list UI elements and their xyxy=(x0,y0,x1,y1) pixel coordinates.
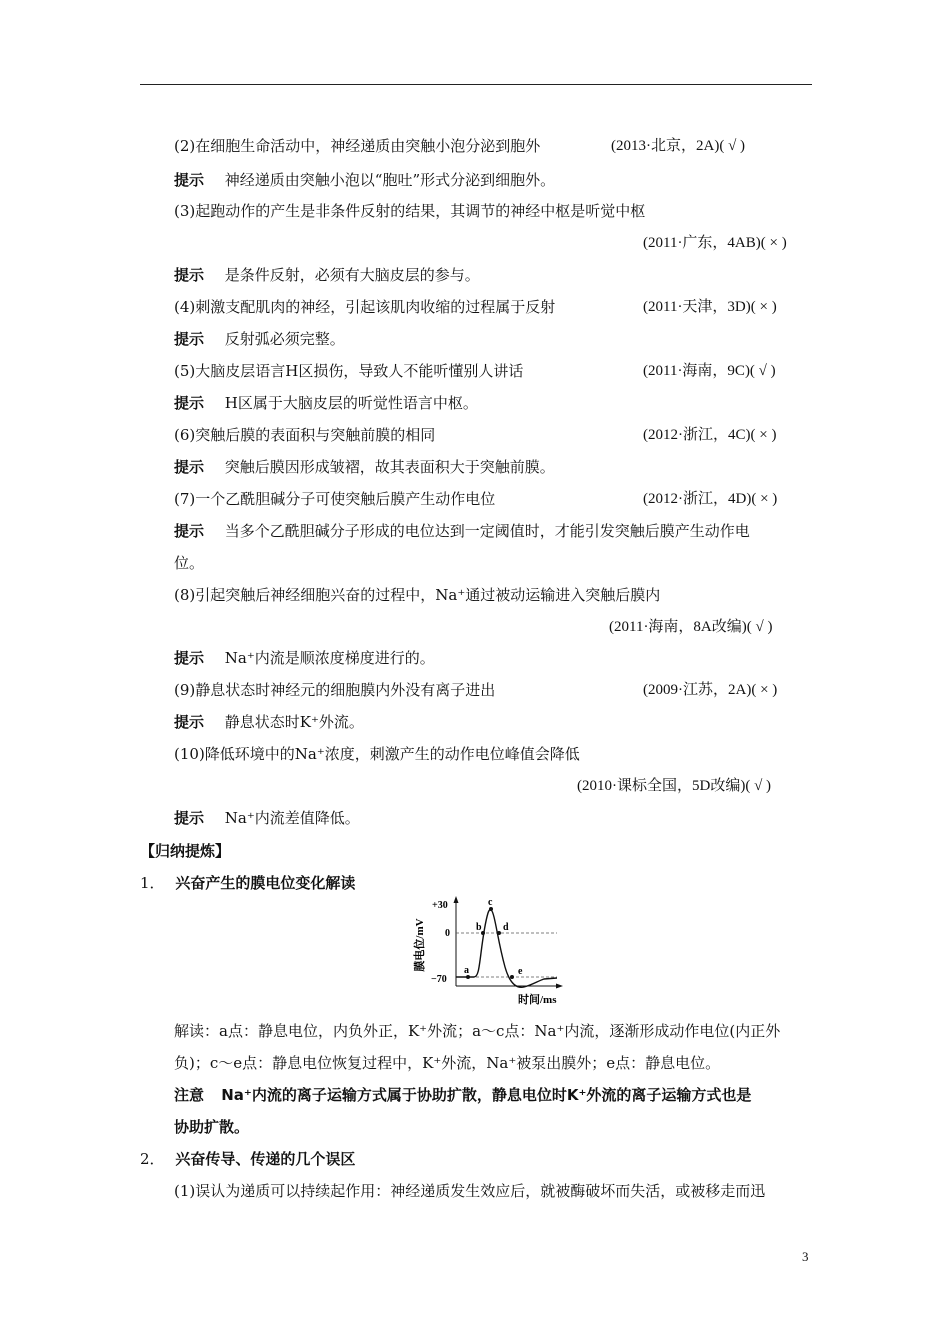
section-title: 兴奋产生的膜电位变化解读 xyxy=(175,874,356,892)
item-4-statement: (4)刺激支配肌肉的神经，引起该肌肉收缩的过程属于反射 xyxy=(174,298,556,316)
hint-label: 提示 xyxy=(174,458,205,476)
item-7-hint-cont: 位。 xyxy=(174,554,205,572)
item-7-source: (2012·浙江，4D)( × ) xyxy=(643,491,778,507)
x-axis-label: 时间/ms xyxy=(518,994,557,1005)
item-6-source: (2012·浙江，4C)( × ) xyxy=(643,427,777,443)
hint-text: 静息状态时K⁺外流。 xyxy=(224,713,364,731)
item-7-statement: (7)一个乙酰胆碱分子可使突触后膜产生动作电位 xyxy=(174,490,496,508)
page-number: 3 xyxy=(802,1249,809,1264)
hint-text: H区属于大脑皮层的听觉性语言中枢。 xyxy=(224,394,478,412)
section-number: 1． xyxy=(140,874,165,892)
item-2-statement: (2)在细胞生命活动中，神经递质由突触小泡分泌到胞外 xyxy=(174,137,541,155)
item-8-source: (2011·海南，8A改编)( √ ) xyxy=(609,619,773,635)
hint-text: 神经递质由突触小泡以“胞吐”形式分泌到细胞外。 xyxy=(224,171,556,189)
item-5-statement: (5)大脑皮层语言H区损伤，导致人不能听懂别人讲话 xyxy=(174,362,524,380)
point-label: b xyxy=(476,922,482,933)
item-3-source: (2011·广东，4AB)( × ) xyxy=(643,235,787,251)
hint-text: 是条件反射，必须有大脑皮层的参与。 xyxy=(224,266,480,284)
hint-text: 当多个乙酰胆碱分子形成的电位达到一定阈值时，才能引发突触后膜产生动作电 xyxy=(224,522,750,540)
point-d xyxy=(497,931,501,935)
summary-heading: 【归纳提炼】 xyxy=(140,842,231,860)
item-10-source: (2010·课标全国，5D改编)( √ ) xyxy=(577,778,772,794)
section-1-heading xyxy=(140,873,355,893)
item-3-statement: (3)起跑动作的产生是非条件反射的结果，其调节的神经中枢是听觉中枢 xyxy=(174,202,646,220)
item-10-statement: (10)降低环境中的Na⁺浓度，刺激产生的动作电位峰值会降低 xyxy=(174,745,580,763)
membrane-potential-figure xyxy=(412,893,578,1005)
hint-text: Na⁺内流是顺浓度梯度进行的。 xyxy=(224,649,435,667)
item-4-hint xyxy=(174,329,345,349)
hint-label: 提示 xyxy=(174,713,205,731)
y-tick-label: +30 xyxy=(432,900,448,911)
note-text: Na⁺内流的离子运输方式属于协助扩散，静息电位时K⁺外流的离子运输方式也是 xyxy=(221,1086,752,1104)
section-2-paragraph-1: (1)误认为递质可以持续起作用：神经递质发生效应后，就被酶破坏而失活，或被移走而迅 xyxy=(174,1182,766,1200)
point-label: c xyxy=(488,897,493,908)
item-5-hint xyxy=(174,393,478,413)
hint-label: 提示 xyxy=(174,171,205,189)
item-4-source: (2011·天津，3D)( × ) xyxy=(643,299,777,315)
y-axis-label: 膜电位/mV xyxy=(414,918,426,972)
hint-label: 提示 xyxy=(174,394,205,412)
hint-text: Na⁺内流差值降低。 xyxy=(224,809,360,827)
note-line-2: 协助扩散。 xyxy=(174,1118,250,1136)
hint-label: 提示 xyxy=(174,649,205,667)
item-8-statement: (8)引起突触后神经细胞兴奋的过程中，Na⁺通过被动运输进入突触后膜内 xyxy=(174,586,661,604)
x-axis-arrow xyxy=(556,984,563,989)
item-6-statement: (6)突触后膜的表面积与突触前膜的相同 xyxy=(174,426,436,444)
point-label: d xyxy=(503,922,509,933)
item-2-source: (2013·北京，2A)( √ ) xyxy=(611,138,746,154)
section-title: 兴奋传导、传递的几个误区 xyxy=(175,1150,356,1168)
header-rule xyxy=(140,84,812,85)
item-7-hint xyxy=(174,521,750,541)
y-tick-label: −70 xyxy=(431,974,447,985)
hint-label: 提示 xyxy=(174,266,205,284)
point-e xyxy=(510,975,514,979)
hint-text: 反射弧必须完整。 xyxy=(224,330,345,348)
item-9-source: (2009·江苏，2A)( × ) xyxy=(643,682,778,698)
section-number: 2． xyxy=(140,1150,165,1168)
interpretation-line-1: 解读：a点：静息电位，内负外正，K⁺外流；a～c点：Na⁺内流，逐渐形成动作电位(内正外 xyxy=(174,1022,781,1040)
item-9-statement: (9)静息状态时神经元的细胞膜内外没有离子进出 xyxy=(174,681,496,699)
item-5-source: (2011·海南，9C)( √ ) xyxy=(643,363,776,379)
y-axis-arrow xyxy=(454,896,459,903)
item-10-hint xyxy=(174,808,360,828)
item-8-hint xyxy=(174,648,435,668)
section-2-heading xyxy=(140,1149,355,1169)
point-label: a xyxy=(464,965,469,976)
hint-label: 提示 xyxy=(174,522,205,540)
item-2-hint xyxy=(174,170,555,190)
point-label: e xyxy=(518,966,523,977)
hint-text: 突触后膜因形成皱褶，故其表面积大于突触前膜。 xyxy=(224,458,555,476)
interpretation-line-2: 负)；c～e点：静息电位恢复过程中，K⁺外流，Na⁺被泵出膜外；e点：静息电位。 xyxy=(174,1054,721,1072)
y-tick-label: 0 xyxy=(445,928,450,939)
item-6-hint xyxy=(174,457,555,477)
note-label: 注意 xyxy=(174,1086,205,1104)
item-9-hint xyxy=(174,712,364,732)
point-b xyxy=(481,931,485,935)
item-3-hint xyxy=(174,265,480,285)
hint-label: 提示 xyxy=(174,330,205,348)
hint-label: 提示 xyxy=(174,809,205,827)
note-line-1 xyxy=(174,1085,751,1105)
